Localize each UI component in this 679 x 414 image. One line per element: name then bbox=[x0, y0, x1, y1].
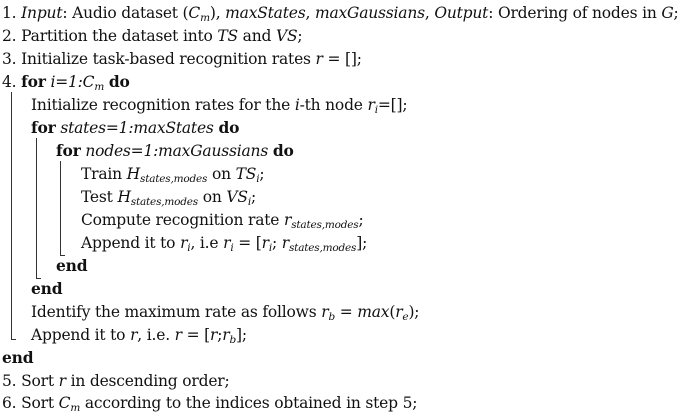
r-symbol: r bbox=[180, 234, 188, 252]
do-keyword: do bbox=[218, 118, 240, 137]
hmm-subscript: states,modes bbox=[130, 196, 198, 208]
cm-symbol: C bbox=[82, 73, 95, 91]
graph-symbol: G bbox=[661, 4, 674, 22]
r-symbol: r bbox=[321, 303, 329, 321]
ts-symbol: TS bbox=[235, 165, 257, 183]
punctuation: ; bbox=[272, 234, 278, 252]
hmm-symbol: H bbox=[117, 188, 131, 206]
r-symbol: r bbox=[395, 303, 403, 321]
cm-symbol: C bbox=[58, 394, 71, 412]
step-2-line bbox=[2, 26, 302, 46]
step-number: 4. bbox=[2, 73, 17, 91]
output-label: Output bbox=[434, 4, 489, 22]
vs-symbol: VS bbox=[275, 27, 298, 45]
step-text: =[]; bbox=[377, 96, 408, 114]
step-text: 3. Initialize task-based recognition rates bbox=[2, 50, 311, 68]
hmm-subscript: states,modes bbox=[140, 173, 208, 185]
step-text: 6. Sort bbox=[2, 394, 54, 412]
punctuation: , bbox=[305, 4, 311, 22]
r-subscript: states,modes bbox=[288, 242, 357, 254]
step-text: 5. Sort bbox=[2, 372, 54, 390]
r-subscript: e bbox=[402, 311, 409, 323]
output-description: : Ordering of nodes in bbox=[488, 4, 657, 22]
step-text: Append it to bbox=[31, 326, 126, 344]
ts-symbol: TS bbox=[217, 27, 238, 45]
step-text: , i.e bbox=[190, 234, 219, 252]
step-text: = [ bbox=[238, 234, 262, 252]
r-subscript: states,modes bbox=[291, 219, 359, 231]
punctuation: ; bbox=[673, 4, 679, 22]
step-3-line bbox=[2, 49, 362, 69]
step-text: -th node bbox=[299, 96, 363, 114]
vs-subscript: i bbox=[247, 196, 251, 208]
r-symbol: r bbox=[222, 326, 230, 344]
step-text: in descending order; bbox=[70, 372, 230, 390]
punctuation: ; bbox=[259, 165, 265, 183]
punctuation: ]; bbox=[356, 234, 368, 252]
punctuation: ( bbox=[389, 303, 396, 321]
outer-loop-rule-end bbox=[11, 339, 16, 340]
step-4-line bbox=[2, 72, 130, 92]
step-6-line bbox=[2, 393, 417, 413]
cm-subscript: m bbox=[94, 81, 105, 93]
punctuation: ; bbox=[358, 211, 364, 229]
step-text: = []; bbox=[327, 50, 362, 68]
punctuation: ), bbox=[209, 4, 221, 22]
input-label: Input bbox=[21, 4, 63, 22]
init-rates-line bbox=[31, 95, 407, 115]
punctuation: ]; bbox=[235, 326, 247, 344]
for-keyword: for bbox=[21, 72, 46, 91]
input-description: : Audio dataset ( bbox=[62, 4, 189, 22]
r-symbol: r bbox=[209, 326, 218, 344]
vs-symbol: VS bbox=[226, 188, 248, 206]
loop-iterator: i=1: bbox=[50, 73, 83, 91]
step-number: 1. bbox=[2, 4, 17, 22]
r-symbol: r bbox=[130, 326, 138, 344]
hmm-symbol: H bbox=[126, 165, 140, 183]
r-symbol: r bbox=[174, 326, 182, 344]
punctuation: ); bbox=[408, 303, 420, 321]
r-symbol: r bbox=[367, 96, 375, 114]
punctuation: ; bbox=[297, 27, 303, 45]
loop-iterator: nodes=1:maxGaussians bbox=[85, 142, 269, 160]
append-inner-line bbox=[81, 233, 367, 253]
test-line bbox=[81, 187, 256, 207]
ts-subscript: i bbox=[256, 173, 260, 185]
train-line bbox=[81, 164, 264, 184]
cm-subscript: m bbox=[70, 402, 81, 414]
r-subscript: i bbox=[374, 104, 378, 116]
r-symbol: r bbox=[261, 234, 269, 252]
punctuation: ; bbox=[250, 188, 257, 206]
step-text: on bbox=[202, 188, 222, 206]
r-symbol: r bbox=[284, 211, 292, 229]
loop-iterator: states=1:maxStates bbox=[60, 119, 214, 137]
for-nodes-line bbox=[56, 141, 294, 161]
step-text: and bbox=[242, 27, 272, 45]
max-gaussians-param: maxGaussians bbox=[314, 4, 425, 22]
punctuation: , bbox=[424, 4, 430, 22]
max-function: max bbox=[357, 303, 390, 321]
cm-symbol: C bbox=[188, 4, 201, 22]
step-text: Identify the maximum rate as follows bbox=[31, 303, 317, 321]
step-text: Initialize recognition rates for the bbox=[31, 96, 291, 114]
step-1-line bbox=[2, 3, 679, 23]
r-subscript: i bbox=[268, 242, 272, 254]
step-text: = bbox=[339, 303, 353, 321]
i-symbol: i bbox=[294, 96, 300, 114]
step-text: = [ bbox=[186, 326, 210, 344]
step-text: Compute recognition rate bbox=[81, 211, 280, 229]
step-text: Test bbox=[81, 188, 113, 206]
max-states-param: maxStates bbox=[225, 4, 306, 22]
outer-loop-rule bbox=[11, 92, 12, 339]
r-symbol: r bbox=[281, 234, 289, 252]
punctuation: ; bbox=[217, 326, 223, 344]
append-outer-line bbox=[31, 325, 247, 345]
identify-line bbox=[31, 302, 419, 322]
step-text: Append it to bbox=[81, 234, 176, 252]
for-keyword: for bbox=[31, 118, 56, 137]
for-states-line bbox=[31, 118, 239, 138]
step-text: , i.e. bbox=[137, 326, 170, 344]
r-symbol: r bbox=[223, 234, 231, 252]
step-text: according to the indices obtained in step 5; bbox=[84, 394, 418, 412]
do-keyword: do bbox=[108, 72, 130, 91]
r-symbol: r bbox=[315, 50, 323, 68]
step-text: 2. Partition the dataset into bbox=[2, 27, 213, 45]
r-symbol: r bbox=[58, 372, 66, 390]
step-text: on bbox=[211, 165, 231, 183]
compute-line bbox=[81, 210, 363, 230]
states-loop-rule bbox=[36, 138, 37, 278]
step-5-line bbox=[2, 371, 230, 391]
r-subscript: b bbox=[229, 334, 236, 346]
end-nodes-keyword: end bbox=[56, 256, 88, 275]
r-subscript: i bbox=[187, 242, 191, 254]
step-text: Train bbox=[81, 165, 122, 183]
r-subscript: b bbox=[328, 311, 335, 323]
do-keyword: do bbox=[272, 141, 294, 160]
r-subscript: i bbox=[230, 242, 234, 254]
for-keyword: for bbox=[56, 141, 81, 160]
end-states-keyword: end bbox=[31, 279, 63, 298]
end-outer-keyword: end bbox=[2, 348, 34, 367]
cm-subscript: m bbox=[200, 12, 210, 24]
nodes-loop-rule bbox=[60, 161, 61, 255]
